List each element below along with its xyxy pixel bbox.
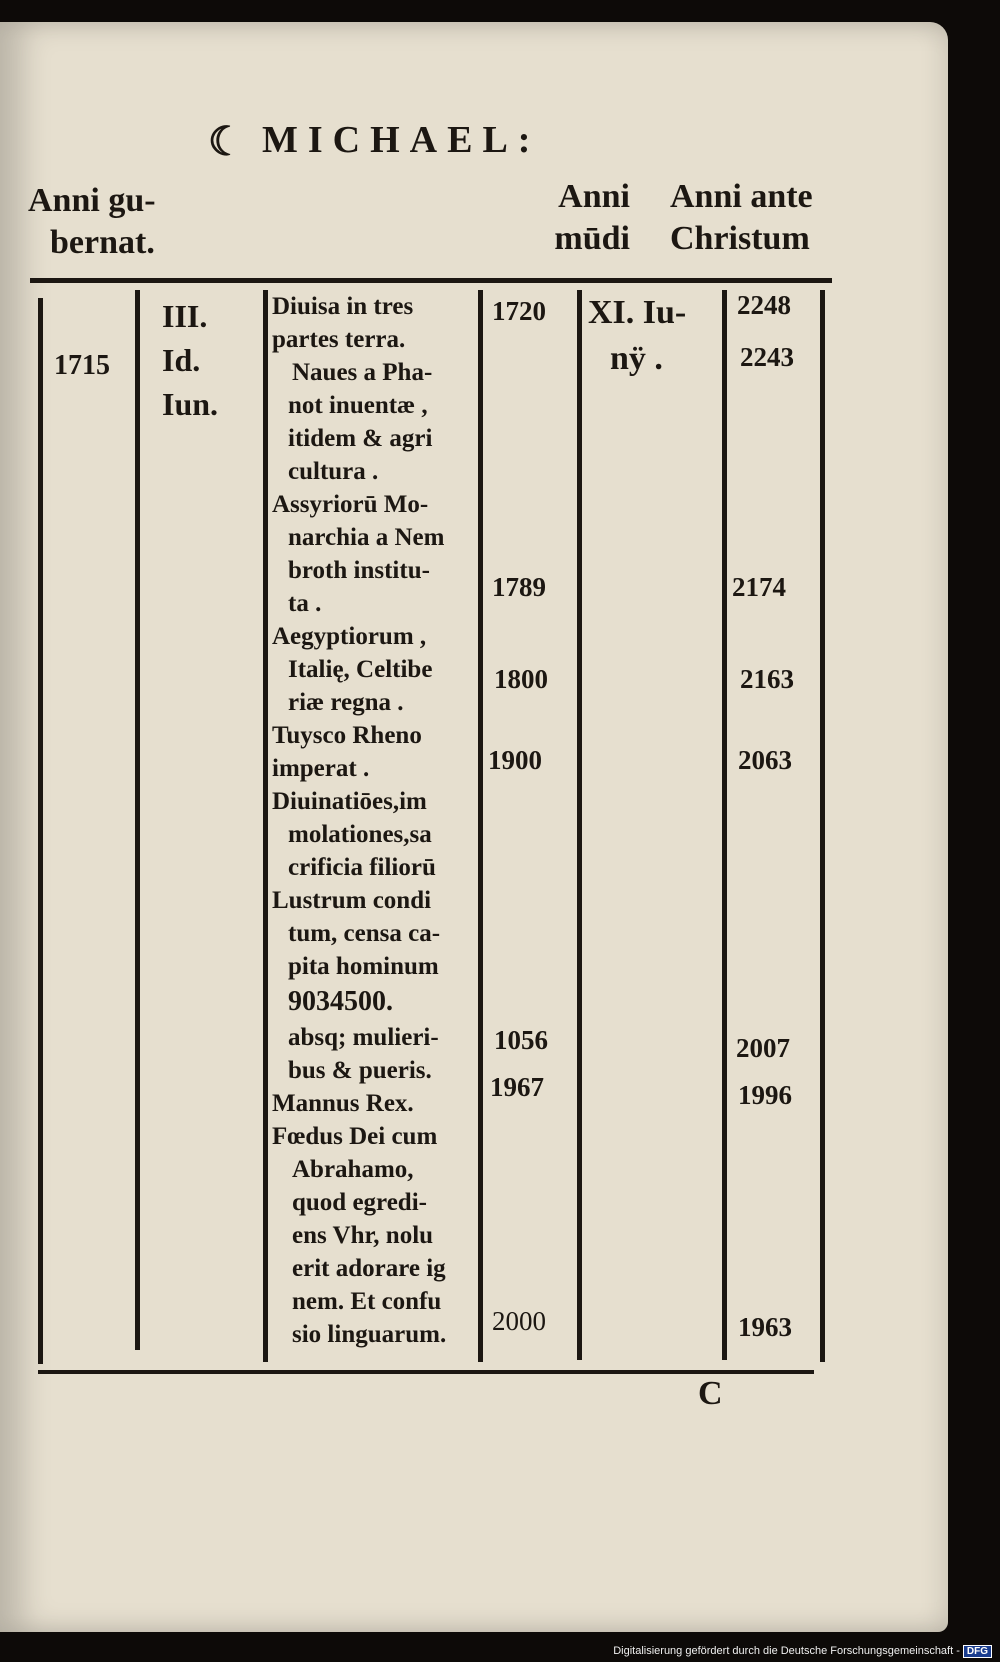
column-rule-6 [722, 290, 727, 1360]
event-line: Aegyptiorum , [272, 623, 427, 650]
footer-text: Digitalisierung gefördert durch die Deutsche Forschungsgemeinschaft - [613, 1645, 960, 1657]
event-line: quod egredi- [292, 1189, 427, 1216]
anni-ante-value: 1996 [738, 1080, 792, 1110]
column-rule-5 [577, 290, 582, 1360]
anni-ante-value: 2243 [740, 342, 794, 372]
table-top-rule [30, 278, 832, 283]
anni-mundi-value: 1800 [494, 664, 548, 694]
anni-mundi-value: 1900 [488, 745, 542, 775]
header-mundi [532, 176, 630, 260]
reign-date [162, 294, 218, 426]
page-title: MICHAEL: [262, 119, 541, 161]
event-line: Assyriorū Mo- [272, 491, 429, 518]
event-line: nem. Et confu [292, 1288, 442, 1315]
header-gubernat [28, 180, 156, 264]
event-line: ens Vhr, nolu [292, 1222, 434, 1249]
header-mundi-line1: Anni [558, 178, 630, 215]
header-ante-line1: Anni ante [670, 178, 813, 215]
event-line: sio linguarum. [292, 1321, 447, 1348]
anni-mundi-value: 1967 [490, 1072, 544, 1102]
crescent-moon-icon: ☾ [208, 119, 244, 164]
anni-ante-value: 1963 [738, 1312, 792, 1342]
event-line: Lustrum condi [272, 887, 432, 914]
event-line: pita hominum [288, 953, 439, 980]
anni-ante-value: 2163 [740, 664, 794, 694]
event-line: absq; mulieri- [288, 1024, 439, 1051]
event-line: Naues a Pha- [292, 359, 433, 386]
header-ante [670, 176, 813, 260]
event-line: riæ regna . [288, 689, 404, 716]
event-line: Mannus Rex. [272, 1090, 414, 1117]
anni-mundi-value: 2000 [492, 1306, 546, 1336]
event-line: imperat . [272, 755, 370, 782]
event-line: Abrahamo, [292, 1156, 414, 1183]
anni-mundi-value: 1789 [492, 572, 546, 602]
anni-ante-value: 2174 [732, 572, 786, 602]
event-line: cultura . [288, 458, 379, 485]
event-line: 9034500. [288, 986, 393, 1017]
column-rule-1 [38, 298, 43, 1364]
event-line: Fœdus Dei cum [272, 1123, 438, 1150]
anni-mundi-value: 1056 [494, 1025, 548, 1055]
anni-ante-value: 2007 [736, 1033, 790, 1063]
reign-year: 1715 [54, 350, 110, 381]
event-line: bus & pueris. [288, 1057, 432, 1084]
anni-ante-value: 2063 [738, 745, 792, 775]
event-line: partes terra. [272, 326, 406, 353]
event-line: erit adorare ig [292, 1255, 446, 1282]
header-ante-line2: Christum [670, 220, 810, 257]
event-line: Italię, Celtibe [288, 656, 433, 683]
header-mundi-line2: mūdi [554, 220, 630, 257]
event-line: Diuinatiōes,im [272, 788, 427, 815]
anni-ante-value: 2248 [737, 290, 791, 320]
event-line: not inuentæ , [288, 392, 428, 419]
event-line: molationes,sa [288, 821, 432, 848]
reign-date-line2: Id. [162, 342, 201, 378]
column-rule-2 [135, 290, 140, 1350]
month-line2: nÿ . [610, 340, 663, 377]
column-rule-4 [478, 290, 483, 1362]
event-line: itidem & agri [288, 425, 433, 452]
dfg-logo: DFG [963, 1645, 992, 1658]
event-line: broth institu- [288, 557, 430, 584]
event-line: Tuysco Rheno [272, 722, 422, 749]
column-rule-3 [263, 290, 268, 1362]
header-gubernat-line1: Anni gu- [28, 182, 156, 219]
event-line: Diuisa in tres [272, 293, 414, 320]
events-list [272, 290, 476, 1351]
event-line: narchia a Nem [288, 524, 445, 551]
event-line: ta . [288, 590, 322, 617]
month-line1: XI. Iu- [588, 294, 687, 331]
reign-date-line1: III. [162, 298, 208, 334]
column-rule-7 [820, 290, 825, 1362]
event-line: tum, censa ca- [288, 920, 441, 947]
table-bottom-rule [38, 1370, 814, 1374]
anni-mundi-value: 1720 [492, 296, 546, 326]
reign-date-line3: Iun. [162, 386, 219, 422]
signature-mark: C [698, 1375, 723, 1412]
event-line: crificia filiorū [288, 854, 436, 881]
month-cell [588, 290, 686, 382]
header-gubernat-line2: bernat. [50, 224, 155, 261]
digitization-footer [613, 1645, 992, 1658]
